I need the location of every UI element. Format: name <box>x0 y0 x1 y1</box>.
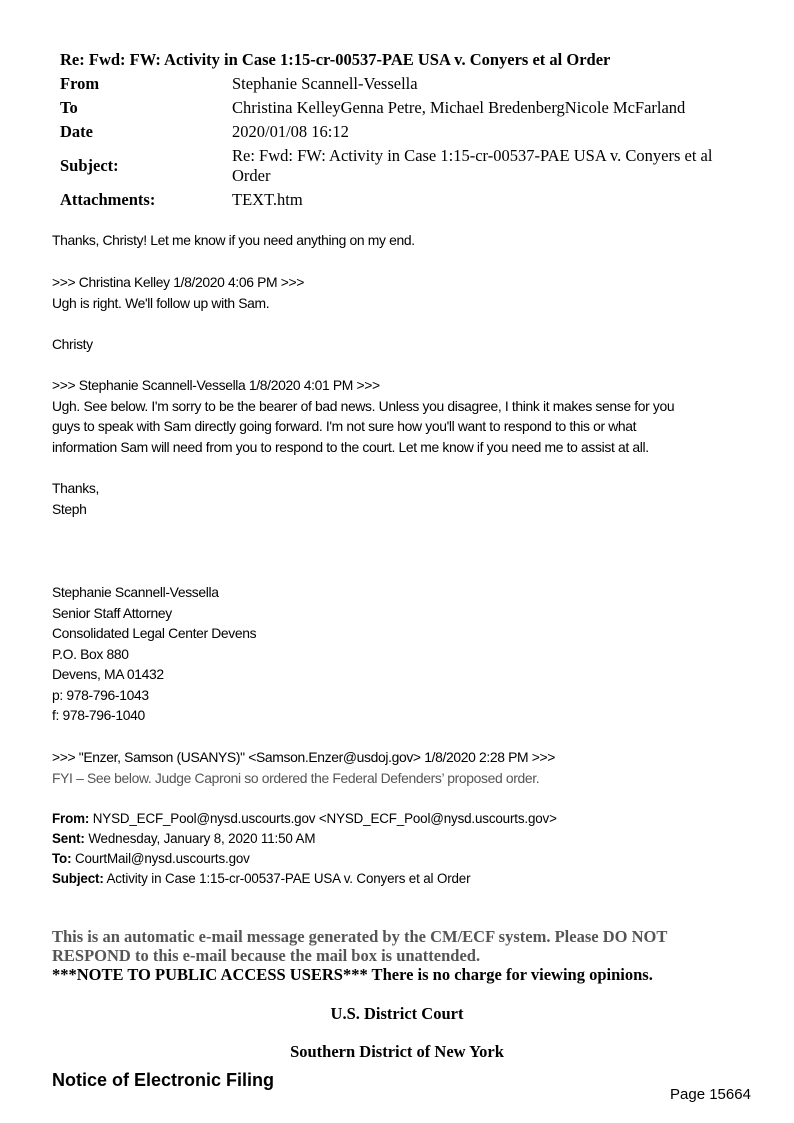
header-label-date: Date <box>60 122 93 141</box>
sign-thanks: Thanks, <box>52 480 99 496</box>
signature-line: P.O. Box 880 <box>52 645 129 662</box>
district-name: Southern District of New York <box>290 1042 504 1061</box>
auto-line: This is an automatic e-mail message generated by the CM/ECF system. Please DO NOT <box>52 927 668 946</box>
signature-line: Devens, MA 01432 <box>52 666 164 682</box>
quote-steph <box>52 375 674 457</box>
signature-line: p: 978-796-1043 <box>52 686 149 703</box>
quote-header: >>> Stephanie Scannell-Vessella 1/8/2020 4:01 PM >>> <box>52 377 380 393</box>
quote-christy <box>52 272 304 313</box>
quote-line: guys to speak with Sam directly going forward. I'm not sure how you'll want to respond to this or what <box>52 418 637 434</box>
quote-line: information Sam will need from you to respond to the court. Let me know if you need me to assist at all. <box>52 438 649 455</box>
auto-line: RESPOND to this e-mail because the mail box is unattended. <box>52 946 481 965</box>
quote-text: FYI – See below. Judge Caproni so ordered the Federal Defenders’ proposed order. <box>52 769 540 786</box>
fwd-from-label: From: <box>52 811 90 826</box>
header-row-subject <box>56 144 746 188</box>
fwd-from-line <box>52 809 557 829</box>
header-label-from: From <box>60 74 100 93</box>
quote-christy-sign <box>52 334 93 355</box>
signature-block <box>52 582 256 726</box>
reply-message <box>52 230 415 251</box>
header-label-to: To <box>60 98 78 117</box>
fwd-subject-label: Subject: <box>52 871 104 886</box>
court-name: U.S. District Court <box>330 1004 464 1023</box>
signature-line: Senior Staff Attorney <box>52 604 172 621</box>
header-label-subject: Subject: <box>60 156 119 175</box>
quote-line: Ugh. See below. I'm sorry to be the bearer of bad news. Unless you disagree, I think it makes sense for you <box>52 397 675 414</box>
fwd-from-value: NYSD_ECF_Pool@nysd.uscourts.gov <NYSD_ECF_Pool@nysd.uscourts.gov> <box>92 811 557 826</box>
header-value-from: Stephanie Scannell-Vessella <box>232 74 418 93</box>
fwd-subject-value: Activity in Case 1:15-cr-00537-PAE USA v. Conyers et al Order <box>106 871 471 886</box>
cutoff-heading <box>52 1070 312 1090</box>
quote-text: Ugh is right. We'll follow up with Sam. <box>52 294 270 311</box>
header-value-attachments: TEXT.htm <box>232 190 303 209</box>
quote-header: >>> "Enzer, Samson (USANYS)" <Samson.Enzer@usdoj.gov> 1/8/2020 2:28 PM >>> <box>52 749 556 765</box>
public-access-note: ***NOTE TO PUBLIC ACCESS USERS*** There is no charge for viewing opinions. <box>52 965 653 984</box>
cutoff-heading-text: Notice of Electronic Filing <box>52 1070 275 1090</box>
fwd-to-line <box>52 849 557 869</box>
fwd-sent-label: Sent: <box>52 831 85 846</box>
fwd-to-value: CourtMail@nysd.uscourts.gov <box>74 851 250 866</box>
sign-name: Christy <box>52 336 93 352</box>
reply-text: Thanks, Christy! Let me know if you need anything on my end. <box>52 232 415 248</box>
quote-steph-sign <box>52 478 99 519</box>
header-row-attachments <box>56 188 746 212</box>
quote-enzer <box>52 747 555 788</box>
header-row-date <box>56 120 746 144</box>
page-number: Page 15664 <box>670 1086 751 1103</box>
header-value-to: Christina KelleyGenna Petre, Michael BredenbergNicole McFarland <box>232 98 686 117</box>
forwarded-header <box>52 809 557 889</box>
header-row-from <box>56 72 746 96</box>
signature-line: f: 978-796-1040 <box>52 707 145 723</box>
fwd-sent-value: Wednesday, January 8, 2020 11:50 AM <box>88 831 316 846</box>
header-label-attachments: Attachments: <box>60 190 156 209</box>
fwd-to-label: To: <box>52 851 72 866</box>
fwd-sent-line <box>52 829 557 849</box>
header-value-subject: Re: Fwd: FW: Activity in Case 1:15-cr-00537-PAE USA v. Conyers et al Order <box>232 146 713 185</box>
fwd-subject-line <box>52 869 557 889</box>
signature-line: Consolidated Legal Center Devens <box>52 625 257 641</box>
email-header-table <box>56 72 746 212</box>
sign-name: Steph <box>52 500 87 517</box>
quote-header: >>> Christina Kelley 1/8/2020 4:06 PM >>> <box>52 274 305 290</box>
signature-line: Stephanie Scannell-Vessella <box>52 584 219 600</box>
email-title: Re: Fwd: FW: Activity in Case 1:15-cr-00537-PAE USA v. Conyers et al Order <box>60 50 611 69</box>
automatic-notice <box>52 927 752 984</box>
header-row-to <box>56 96 746 120</box>
header-value-date: 2020/01/08 16:12 <box>232 122 349 141</box>
